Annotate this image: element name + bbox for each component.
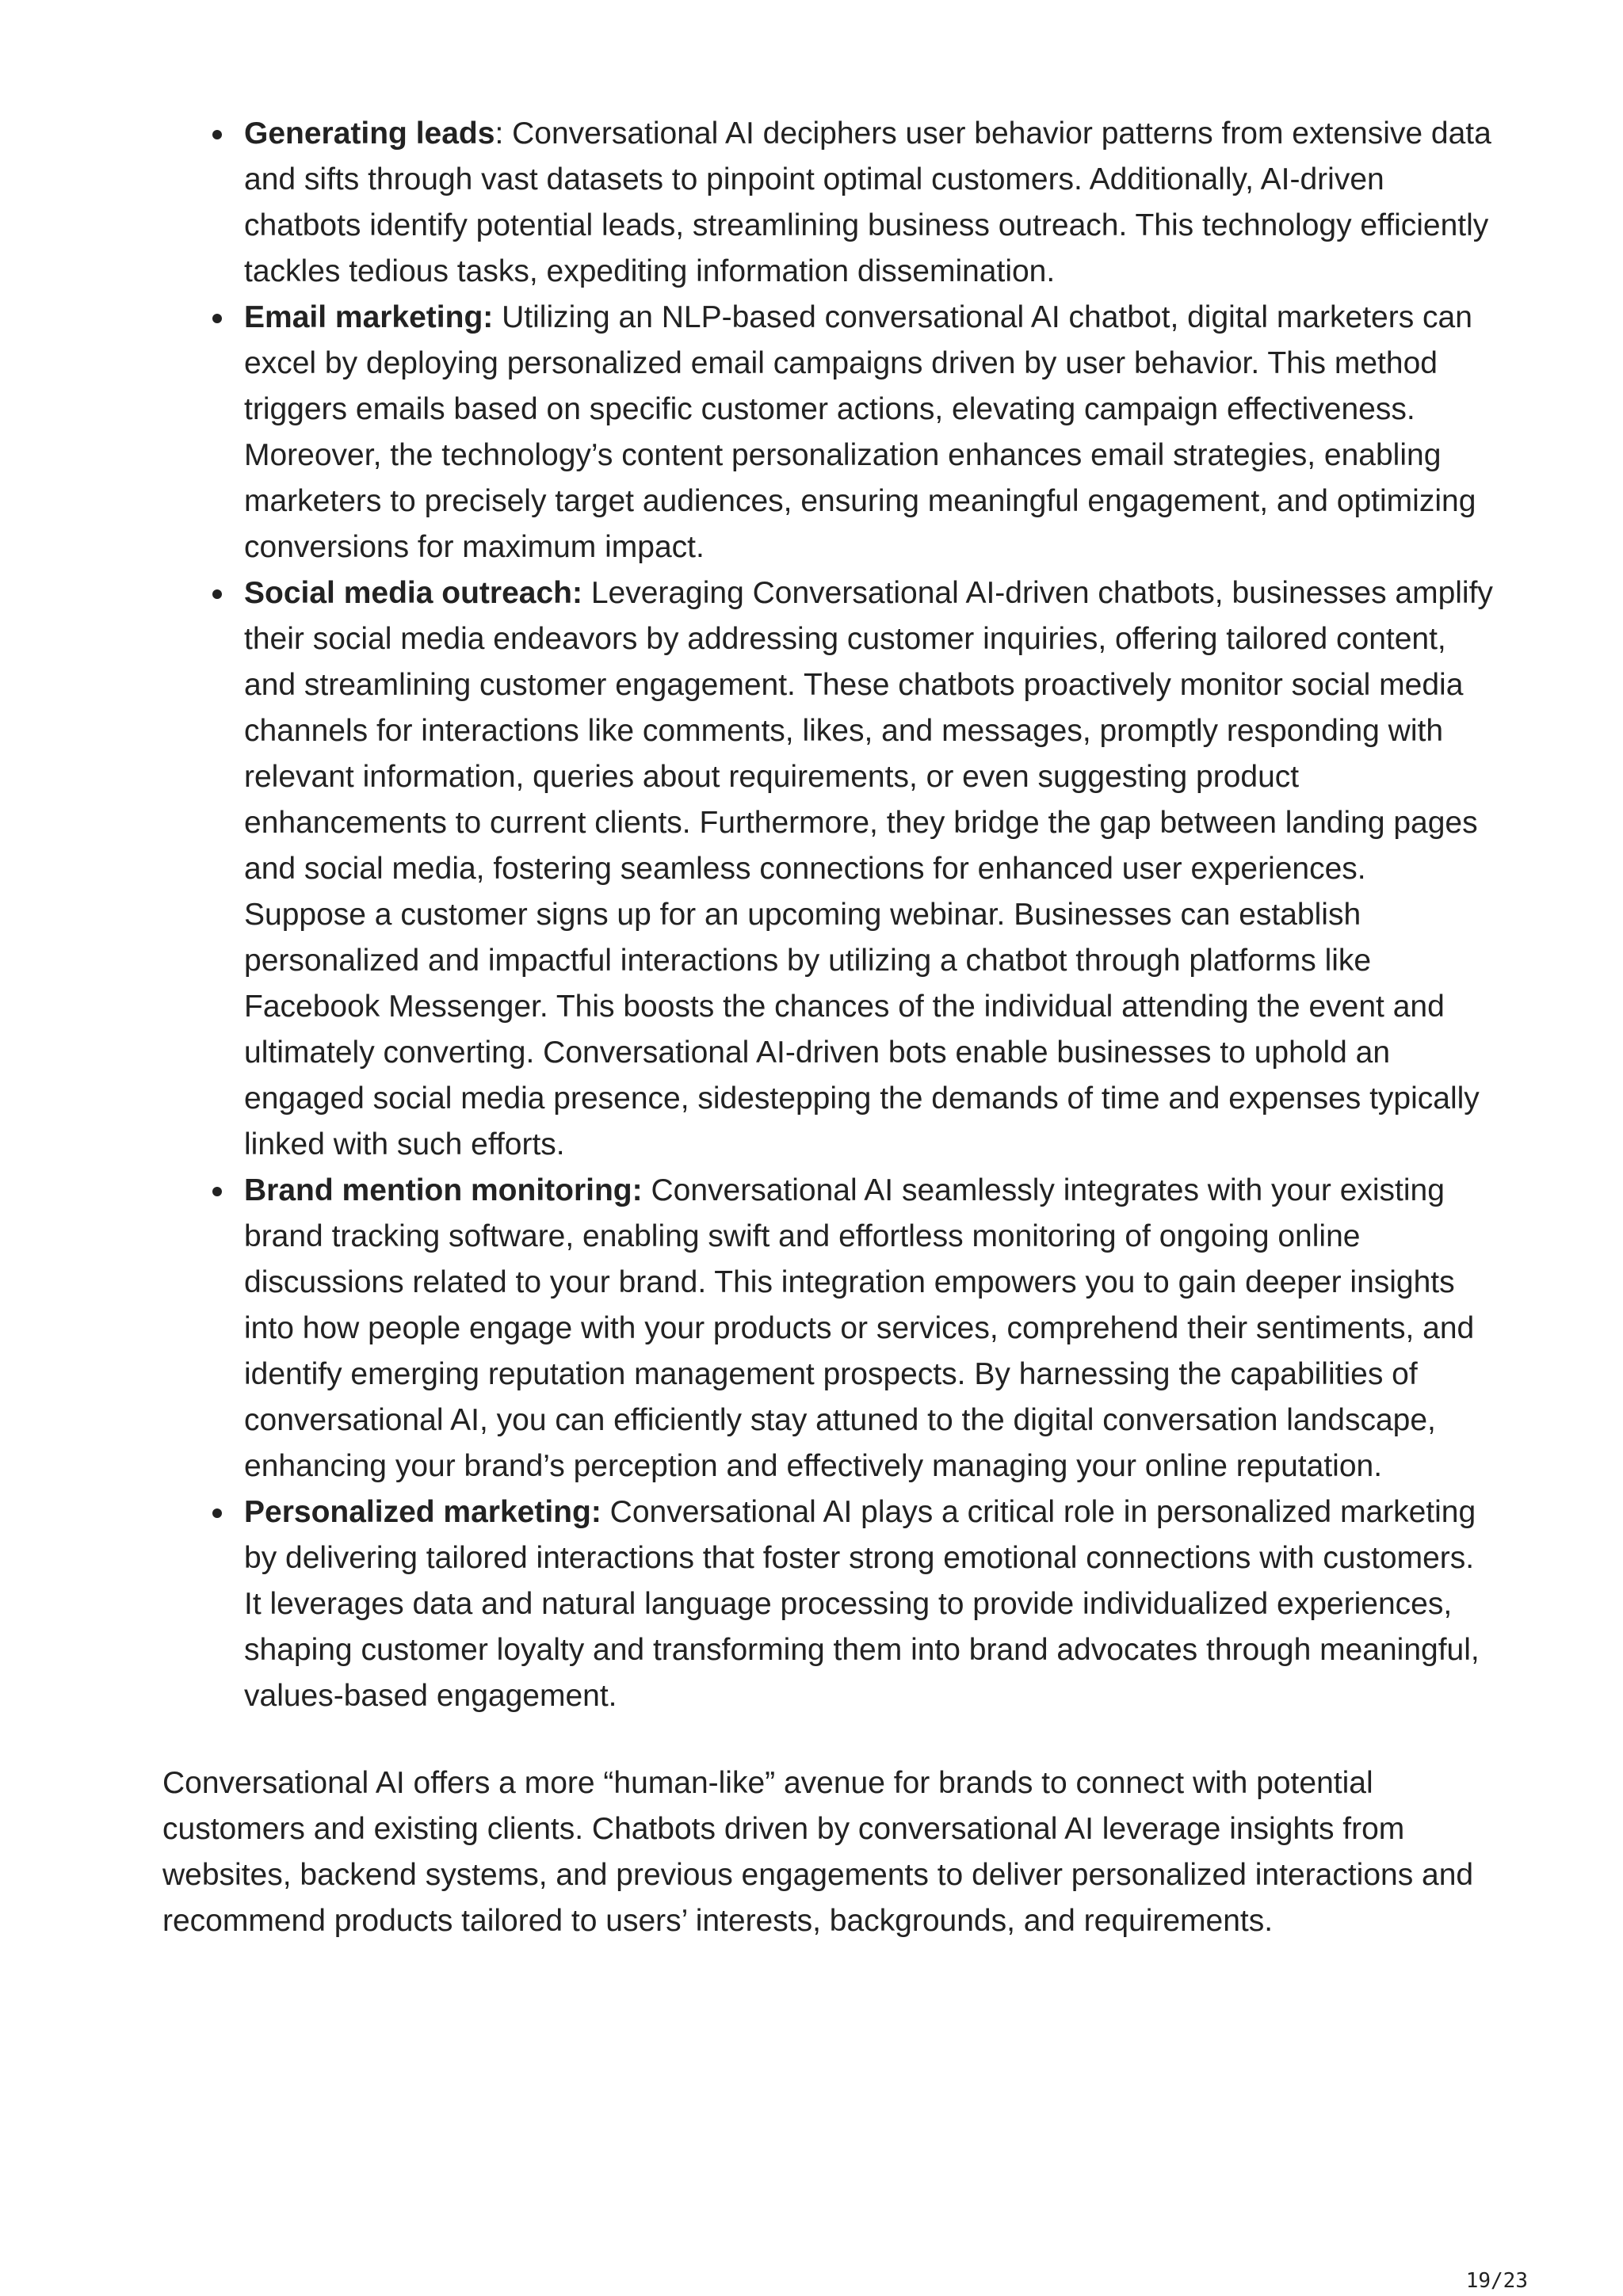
list-item-paragraph bbox=[244, 570, 1494, 892]
list-item-lead: Social media outreach: bbox=[244, 576, 582, 610]
page-number: 19/23 bbox=[1465, 2269, 1528, 2293]
list-item-extra-paragraph: Suppose a customer signs up for an upcoming webinar. Businesses can establish personalized and impactful interactions by utilizing a chatbot through platforms like Facebook Messenger. This boosts the chances of the individual attending the event and ultimately converting. Conversational AI-driven bots enable businesses to uphold an engaged social media presence, sidestepping the demands of time and expenses typically linked with such efforts. bbox=[244, 898, 1480, 1161]
list-item-email-marketing bbox=[244, 295, 1494, 570]
list-item-separator bbox=[643, 1173, 651, 1207]
list-item-separator bbox=[601, 1495, 610, 1529]
list-item-text: Utilizing an NLP-based conversational AI chatbot, digital marketers can excel by deploying personalized email campaigns driven by user behavior. This method triggers emails based on specific customer actions, elevating campaign effectiveness. Moreover, the technology’s content personalization enhances email strategies, enabling marketers to precisely target audiences, ensuring meaningful engagement, and optimizing conversions for maximum impact. bbox=[244, 300, 1476, 564]
list-item-separator bbox=[493, 300, 502, 334]
marketing-uses-list bbox=[162, 111, 1494, 1719]
list-item-lead: Generating leads bbox=[244, 116, 495, 151]
bullet-icon bbox=[212, 1187, 222, 1196]
bullet-icon bbox=[212, 589, 222, 599]
list-item-brand-mention-monitoring bbox=[244, 1168, 1494, 1489]
bullet-icon bbox=[212, 314, 222, 323]
bullet-icon bbox=[212, 1508, 222, 1518]
list-item-separator bbox=[582, 576, 591, 610]
list-item-text: Conversational AI deciphers user behavior patterns from extensive data and sifts through vast datasets to pinpoint optimal customers. Additionally, AI-driven chatbots identify potential leads, streamlining business outreach. This technology efficiently tackles tedious tasks, expediting information dissemination. bbox=[244, 116, 1491, 288]
list-item-generating-leads bbox=[244, 111, 1494, 295]
list-item-lead: Brand mention monitoring: bbox=[244, 1173, 643, 1207]
closing-paragraph: Conversational AI offers a more “human-like” avenue for brands to connect with potential customers and existing clients. Chatbots driven by conversational AI leverage insights from websites, backend systems, and previous engagements to deliver personalized interactions and recommend products tailored to users’ interests, backgrounds, and requirements. bbox=[162, 1766, 1474, 1938]
document-body bbox=[162, 111, 1494, 1944]
list-item-personalized-marketing bbox=[244, 1489, 1494, 1719]
list-item-social-media-outreach bbox=[244, 570, 1494, 1168]
list-item-lead: Email marketing: bbox=[244, 300, 494, 334]
list-item-text: Conversational AI seamlessly integrates with your existing brand tracking software, enabling swift and effortless monitoring of ongoing online discussions related to your brand. This integration empowers you to gain deeper insights into how people engage with your products or services, comprehend their sentiments, and identify emerging reputation management prospects. By harnessing the capabilities of conversational AI, you can efficiently stay attuned to the digital conversation landscape, enhancing your brand’s perception and effectively managing your online reputation. bbox=[244, 1173, 1475, 1483]
list-item-separator: : bbox=[495, 116, 513, 151]
bullet-icon bbox=[212, 130, 222, 139]
list-item-text: Conversational AI plays a critical role in personalized marketing by delivering tailored interactions that foster strong emotional connections with customers. It leverages data and natural language processing to provide individualized experiences, shaping customer loyalty and transforming them into brand advocates through meaningful, values-based engagement. bbox=[244, 1495, 1480, 1713]
list-item-text: Leveraging Conversational AI-driven chatbots, businesses amplify their social media endeavors by addressing customer inquiries, offering tailored content, and streamlining customer engagement. These chatbots proactively monitor social media channels for interactions like comments, likes, and messages, promptly responding with relevant information, queries about requirements, or even suggesting product enhancements to current clients. Furthermore, they bridge the gap between landing pages and social media, fostering seamless connections for enhanced user experiences. bbox=[244, 576, 1493, 886]
list-item-lead: Personalized marketing: bbox=[244, 1495, 601, 1529]
